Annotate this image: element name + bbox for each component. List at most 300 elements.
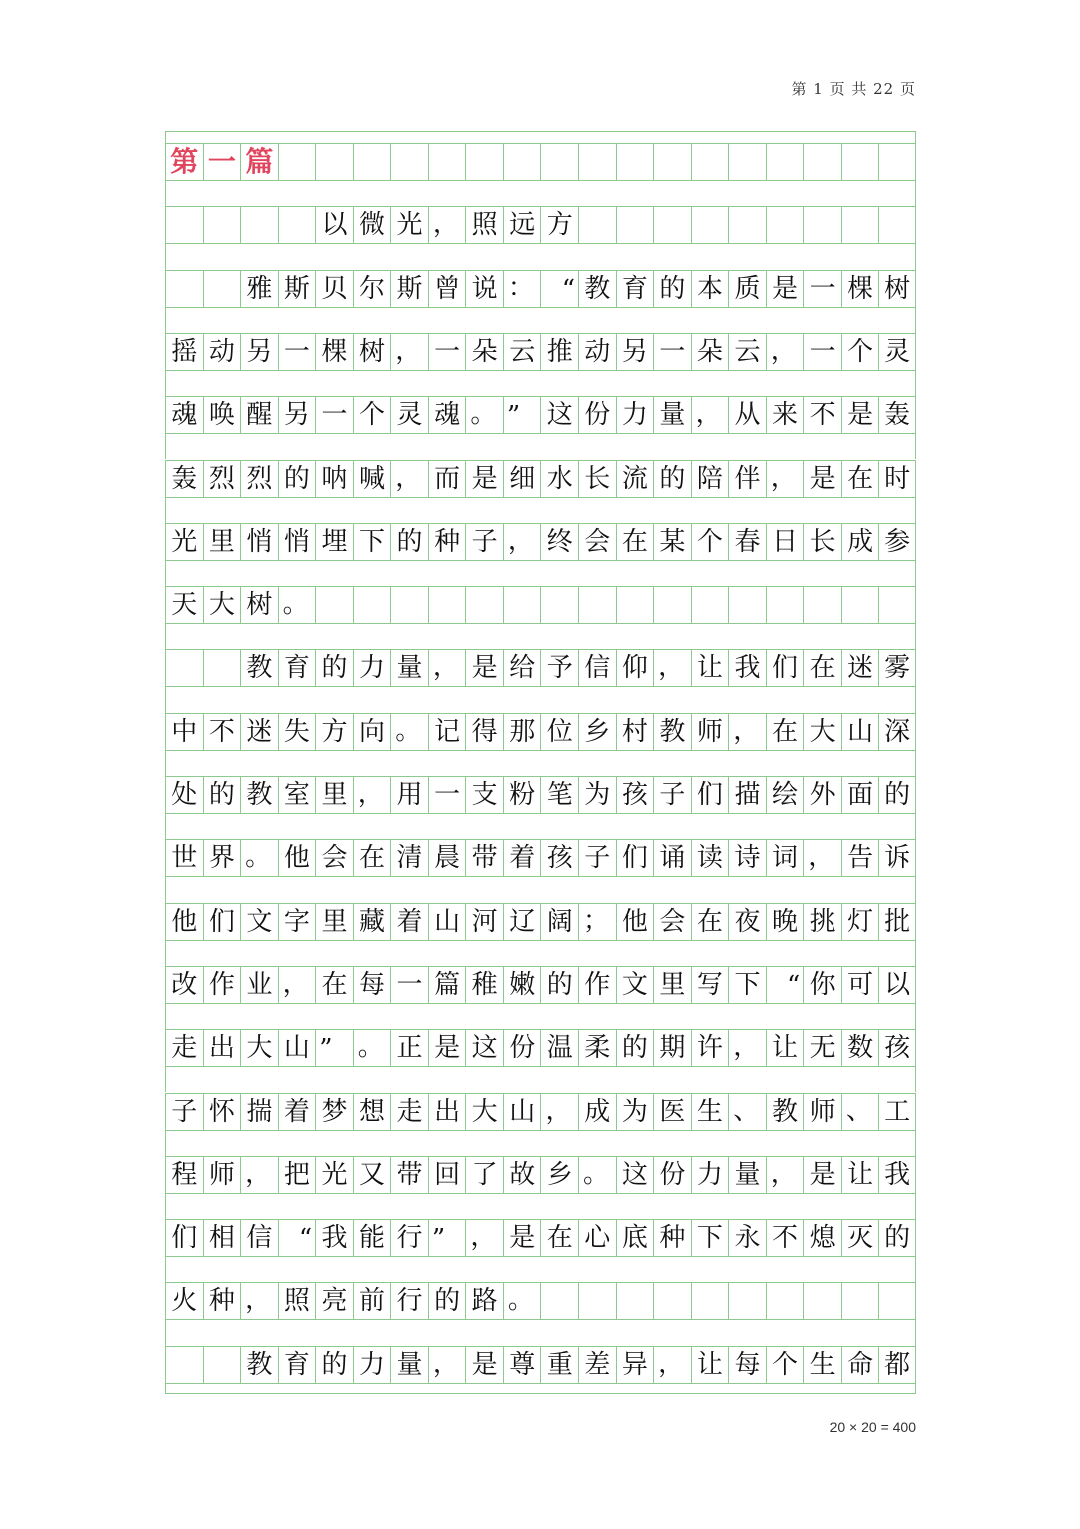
grid-gutter	[165, 498, 916, 523]
grid-cell	[803, 586, 841, 624]
grid-cell: “	[540, 270, 578, 308]
grid-cell: 嫩	[503, 966, 541, 1004]
grid-gutter	[165, 877, 916, 902]
grid-cell: ，	[240, 1282, 278, 1320]
grid-cell: 柔	[578, 1029, 616, 1067]
grid-cell: 成	[841, 523, 879, 561]
grid-cell: 长	[803, 523, 841, 561]
grid-cell: 一	[428, 333, 466, 371]
grid-cell: 故	[503, 1156, 541, 1194]
grid-cell: 诵	[653, 839, 691, 877]
grid-cell: 教	[240, 1346, 278, 1384]
grid-cell: 是	[803, 1156, 841, 1194]
grid-cell: ，	[728, 1029, 766, 1067]
grid-cell: ，	[766, 460, 804, 498]
grid-cell	[728, 1282, 766, 1320]
grid-cell: 的	[390, 523, 428, 561]
grid-cell: 出	[203, 1029, 241, 1067]
grid-cell: ，	[240, 1156, 278, 1194]
grid-cell: 朵	[465, 333, 503, 371]
grid-cell: 能	[353, 1219, 391, 1257]
grid-cell: 灭	[841, 1219, 879, 1257]
grid-cell: ，	[540, 1093, 578, 1131]
grid-cell: 大	[203, 586, 241, 624]
grid-cell	[353, 143, 391, 181]
grid-cell	[465, 143, 503, 181]
grid-cell: 藏	[353, 903, 391, 941]
grid-cell: 外	[803, 776, 841, 814]
grid-cell	[766, 143, 804, 181]
grid-cell: ，	[465, 1219, 503, 1257]
grid-cell: 子	[465, 523, 503, 561]
text-row	[165, 1093, 916, 1131]
grid-cell: 教	[240, 649, 278, 687]
grid-cell	[278, 143, 316, 181]
grid-cell: 在	[803, 649, 841, 687]
grid-cell: 另	[616, 333, 654, 371]
grid-cell: 重	[540, 1346, 578, 1384]
grid-cell: 许	[691, 1029, 729, 1067]
grid-gutter	[165, 1384, 916, 1394]
grid-cell: 篇	[428, 966, 466, 1004]
grid-cell: “	[278, 1219, 316, 1257]
grid-cell: 照	[278, 1282, 316, 1320]
grid-cell: 带	[465, 839, 503, 877]
grid-cell: 细	[503, 460, 541, 498]
grid-cell: 树	[353, 333, 391, 371]
grid-cell: 种	[653, 1219, 691, 1257]
grid-cell	[803, 206, 841, 244]
grid-cell	[165, 649, 203, 687]
grid-cell: 参	[878, 523, 916, 561]
grid-cell: 辽	[503, 903, 541, 941]
grid-cell: 清	[390, 839, 428, 877]
text-row	[165, 586, 916, 624]
text-row	[165, 1156, 916, 1194]
grid-cell: 树	[878, 270, 916, 308]
grid-cell	[728, 143, 766, 181]
grid-cell	[691, 206, 729, 244]
grid-cell: 说	[465, 270, 503, 308]
grid-cell: 照	[465, 206, 503, 244]
grid-cell: 揣	[240, 1093, 278, 1131]
grid-cell: 大	[240, 1029, 278, 1067]
grid-cell: 动	[203, 333, 241, 371]
grid-cell: 个	[841, 333, 879, 371]
grid-cell: ，	[278, 966, 316, 1004]
grid-cell: 树	[240, 586, 278, 624]
grid-cell: 写	[691, 966, 729, 1004]
text-row	[165, 1282, 916, 1320]
grid-cell: 着	[503, 839, 541, 877]
text-row	[165, 333, 916, 371]
grid-cell: 师	[203, 1156, 241, 1194]
grid-cell: ：	[503, 270, 541, 308]
grid-cell: 。	[578, 1156, 616, 1194]
grid-cell: 会	[578, 523, 616, 561]
grid-cell	[203, 649, 241, 687]
grid-cell: 一	[803, 333, 841, 371]
grid-cell: 春	[728, 523, 766, 561]
grid-gutter	[165, 561, 916, 586]
grid-cell: 力	[353, 1346, 391, 1384]
grid-cell	[766, 1282, 804, 1320]
grid-cell: 的	[203, 776, 241, 814]
grid-cell: 终	[540, 523, 578, 561]
grid-cell	[766, 206, 804, 244]
grid-cell: 云	[503, 333, 541, 371]
grid-cell: 的	[878, 1219, 916, 1257]
grid-cell: 朵	[691, 333, 729, 371]
grid-cell: 为	[616, 1093, 654, 1131]
grid-cell: 。	[240, 839, 278, 877]
grid-cell: 量	[653, 396, 691, 434]
grid-cell: 诗	[728, 839, 766, 877]
grid-count-label: 20 × 20 = 400	[829, 1419, 916, 1435]
grid-cell: 另	[278, 396, 316, 434]
grid-cell: ，	[728, 713, 766, 751]
grid-cell	[691, 1282, 729, 1320]
grid-cell: 微	[353, 206, 391, 244]
grid-cell: ；	[578, 903, 616, 941]
grid-cell: 伴	[728, 460, 766, 498]
grid-cell: 怀	[203, 1093, 241, 1131]
grid-cell	[766, 586, 804, 624]
grid-cell: 在	[315, 966, 353, 1004]
grid-cell: 乡	[578, 713, 616, 751]
grid-cell: 魂	[428, 396, 466, 434]
grid-cell: 是	[465, 649, 503, 687]
grid-cell: 又	[353, 1156, 391, 1194]
grid-cell: ，	[766, 333, 804, 371]
grid-cell: 火	[165, 1282, 203, 1320]
grid-gutter	[165, 181, 916, 206]
grid-cell: 世	[165, 839, 203, 877]
grid-cell	[428, 586, 466, 624]
grid-cell: 育	[616, 270, 654, 308]
grid-cell: ，	[428, 649, 466, 687]
grid-cell: 是	[465, 1346, 503, 1384]
grid-cell: 质	[728, 270, 766, 308]
grid-cell: ”	[315, 1029, 353, 1067]
grid-cell: 在	[841, 460, 879, 498]
grid-cell: 另	[240, 333, 278, 371]
grid-cell: 相	[203, 1219, 241, 1257]
grid-cell: ，	[428, 206, 466, 244]
grid-cell: 医	[653, 1093, 691, 1131]
grid-gutter	[165, 941, 916, 966]
text-row	[165, 1029, 916, 1067]
text-row	[165, 1346, 916, 1384]
grid-cell: 这	[540, 396, 578, 434]
grid-cell: 他	[616, 903, 654, 941]
grid-cell: 日	[766, 523, 804, 561]
grid-cell: 雅	[240, 270, 278, 308]
grid-cell	[878, 143, 916, 181]
grid-cell: 尔	[353, 270, 391, 308]
grid-cell: 工	[878, 1093, 916, 1131]
grid-cell: 、	[841, 1093, 879, 1131]
grid-cell: 读	[691, 839, 729, 877]
grid-cell: 种	[203, 1282, 241, 1320]
grid-cell: 。	[278, 586, 316, 624]
manuscript-grid-sheet	[165, 131, 916, 1398]
grid-cell: 描	[728, 776, 766, 814]
grid-cell: 了	[465, 1156, 503, 1194]
grid-cell: 棵	[841, 270, 879, 308]
grid-cell: 光	[165, 523, 203, 561]
grid-cell: 温	[540, 1029, 578, 1067]
grid-cell: 份	[578, 396, 616, 434]
grid-cell: 阔	[540, 903, 578, 941]
grid-cell: 支	[465, 776, 503, 814]
grid-cell: 不	[766, 1219, 804, 1257]
grid-cell: 悄	[278, 523, 316, 561]
grid-cell	[578, 143, 616, 181]
grid-cell: 山	[841, 713, 879, 751]
grid-cell: 词	[766, 839, 804, 877]
grid-cell: 是	[503, 1219, 541, 1257]
grid-cell: 大	[803, 713, 841, 751]
grid-cell	[616, 206, 654, 244]
grid-cell: ，	[803, 839, 841, 877]
grid-cell: 会	[653, 903, 691, 941]
grid-cell	[540, 586, 578, 624]
grid-cell: 尊	[503, 1346, 541, 1384]
grid-cell: 摇	[165, 333, 203, 371]
grid-cell: 告	[841, 839, 879, 877]
grid-cell: 曾	[428, 270, 466, 308]
grid-cell: 呐	[315, 460, 353, 498]
grid-cell: 喊	[353, 460, 391, 498]
grid-gutter	[165, 1131, 916, 1156]
grid-cell	[841, 586, 879, 624]
grid-cell: 着	[390, 903, 428, 941]
grid-cell: 大	[465, 1093, 503, 1131]
text-row	[165, 776, 916, 814]
grid-cell: ”	[428, 1219, 466, 1257]
grid-cell: 光	[315, 1156, 353, 1194]
grid-cell: 烈	[240, 460, 278, 498]
grid-cell	[315, 143, 353, 181]
grid-cell: 想	[353, 1093, 391, 1131]
grid-cell: 为	[578, 776, 616, 814]
grid-cell: 师	[803, 1093, 841, 1131]
text-row	[165, 649, 916, 687]
grid-cell	[503, 143, 541, 181]
grid-cell: 梦	[315, 1093, 353, 1131]
grid-cell	[578, 1282, 616, 1320]
grid-cell: 予	[540, 649, 578, 687]
grid-cell: ，	[353, 776, 391, 814]
grid-gutter	[165, 751, 916, 776]
text-row	[165, 713, 916, 751]
grid-cell: 生	[803, 1346, 841, 1384]
grid-cell	[878, 206, 916, 244]
grid-cell: 斯	[390, 270, 428, 308]
grid-cell: 在	[766, 713, 804, 751]
grid-cell: 。	[390, 713, 428, 751]
essay-title-row	[165, 206, 916, 244]
grid-cell	[578, 586, 616, 624]
grid-gutter	[165, 1067, 916, 1092]
grid-gutter	[165, 687, 916, 712]
grid-cell	[240, 206, 278, 244]
grid-cell: 绘	[766, 776, 804, 814]
grid-cell: 我	[878, 1156, 916, 1194]
text-row	[165, 270, 916, 308]
grid-cell: 的	[616, 1029, 654, 1067]
grid-cell: 量	[390, 649, 428, 687]
grid-cell: 一	[315, 396, 353, 434]
grid-cell: 处	[165, 776, 203, 814]
grid-cell: 行	[390, 1282, 428, 1320]
grid-cell: 里	[315, 776, 353, 814]
grid-cell: 的	[653, 460, 691, 498]
grid-cell: 异	[616, 1346, 654, 1384]
grid-cell	[691, 143, 729, 181]
grid-cell	[503, 586, 541, 624]
grid-cell: 下	[691, 1219, 729, 1257]
grid-cell: 们	[616, 839, 654, 877]
grid-cell: 的	[878, 776, 916, 814]
grid-cell	[428, 143, 466, 181]
grid-cell: 山	[503, 1093, 541, 1131]
grid-cell	[841, 1282, 879, 1320]
grid-cell: 个	[691, 523, 729, 561]
grid-cell: 回	[428, 1156, 466, 1194]
grid-cell: 业	[240, 966, 278, 1004]
grid-cell	[390, 143, 428, 181]
grid-gutter	[165, 814, 916, 839]
grid-cell: 的	[315, 1346, 353, 1384]
grid-cell: 。	[353, 1029, 391, 1067]
grid-cell: 批	[878, 903, 916, 941]
grid-cell: ”	[503, 396, 541, 434]
grid-cell: 醒	[240, 396, 278, 434]
grid-cell: 信	[578, 649, 616, 687]
grid-cell: 下	[353, 523, 391, 561]
grid-cell: 你	[803, 966, 841, 1004]
grid-cell: 子	[653, 776, 691, 814]
grid-cell: 走	[165, 1029, 203, 1067]
grid-cell: 雾	[878, 649, 916, 687]
grid-cell: 一	[428, 776, 466, 814]
grid-cell: 教	[578, 270, 616, 308]
grid-cell	[878, 586, 916, 624]
grid-cell: 孩	[540, 839, 578, 877]
grid-cell: 是	[841, 396, 879, 434]
grid-cell: 让	[841, 1156, 879, 1194]
grid-cell: 仰	[616, 649, 654, 687]
grid-cell	[653, 206, 691, 244]
grid-cell: 的	[653, 270, 691, 308]
grid-cell: 种	[428, 523, 466, 561]
grid-cell: 光	[390, 206, 428, 244]
grid-cell: 。	[465, 396, 503, 434]
grid-gutter	[165, 371, 916, 396]
grid-cell: ，	[390, 460, 428, 498]
grid-cell	[315, 586, 353, 624]
grid-cell: 贝	[315, 270, 353, 308]
grid-cell: 方	[315, 713, 353, 751]
grid-cell: 室	[278, 776, 316, 814]
grid-cell: ，	[428, 1346, 466, 1384]
grid-cell: 方	[540, 206, 578, 244]
grid-cell	[803, 1282, 841, 1320]
grid-cell: 是	[766, 270, 804, 308]
grid-cell: 给	[503, 649, 541, 687]
grid-cell: 心	[578, 1219, 616, 1257]
grid-cell: 从	[728, 396, 766, 434]
grid-cell: 会	[315, 839, 353, 877]
grid-cell: 灵	[878, 333, 916, 371]
grid-cell: 位	[540, 713, 578, 751]
grid-cell: 育	[278, 1346, 316, 1384]
grid-cell: 我	[315, 1219, 353, 1257]
grid-cell: 这	[465, 1029, 503, 1067]
grid-cell: 个	[353, 396, 391, 434]
grid-cell: 以	[315, 206, 353, 244]
grid-cell: 力	[691, 1156, 729, 1194]
grid-cell: 力	[353, 649, 391, 687]
grid-cell: 夜	[728, 903, 766, 941]
grid-cell: 们	[766, 649, 804, 687]
grid-cell: 的	[315, 649, 353, 687]
grid-cell: 中	[165, 713, 203, 751]
grid-cell: 里	[203, 523, 241, 561]
grid-cell: 村	[616, 713, 654, 751]
grid-cell: 失	[278, 713, 316, 751]
grid-cell: 长	[578, 460, 616, 498]
grid-cell: 烈	[203, 460, 241, 498]
grid-cell	[841, 206, 879, 244]
grid-cell: 孩	[878, 1029, 916, 1067]
grid-cell: ，	[653, 1346, 691, 1384]
grid-cell: “	[766, 966, 804, 1004]
grid-cell: ，	[503, 523, 541, 561]
grid-cell: 程	[165, 1156, 203, 1194]
grid-cell: 作	[203, 966, 241, 1004]
grid-cell: 灵	[390, 396, 428, 434]
grid-cell: 乡	[540, 1156, 578, 1194]
grid-cell: 唤	[203, 396, 241, 434]
grid-cell: 这	[616, 1156, 654, 1194]
grid-cell: 是	[803, 460, 841, 498]
grid-cell	[728, 586, 766, 624]
grid-cell: 面	[841, 776, 879, 814]
grid-gutter	[165, 624, 916, 649]
grid-cell: 云	[728, 333, 766, 371]
grid-cell: 天	[165, 586, 203, 624]
grid-cell: 教	[240, 776, 278, 814]
grid-cell: 们	[203, 903, 241, 941]
grid-cell: 晨	[428, 839, 466, 877]
grid-cell: 份	[503, 1029, 541, 1067]
grid-gutter	[165, 434, 916, 459]
grid-gutter	[165, 1320, 916, 1345]
text-row	[165, 903, 916, 941]
grid-gutter	[165, 1194, 916, 1219]
grid-cell: 那	[503, 713, 541, 751]
grid-cell: 无	[803, 1029, 841, 1067]
grid-cell: 下	[728, 966, 766, 1004]
grid-cell: 稚	[465, 966, 503, 1004]
grid-cell: 一	[390, 966, 428, 1004]
grid-cell: 用	[390, 776, 428, 814]
grid-cell	[691, 586, 729, 624]
grid-cell	[165, 206, 203, 244]
